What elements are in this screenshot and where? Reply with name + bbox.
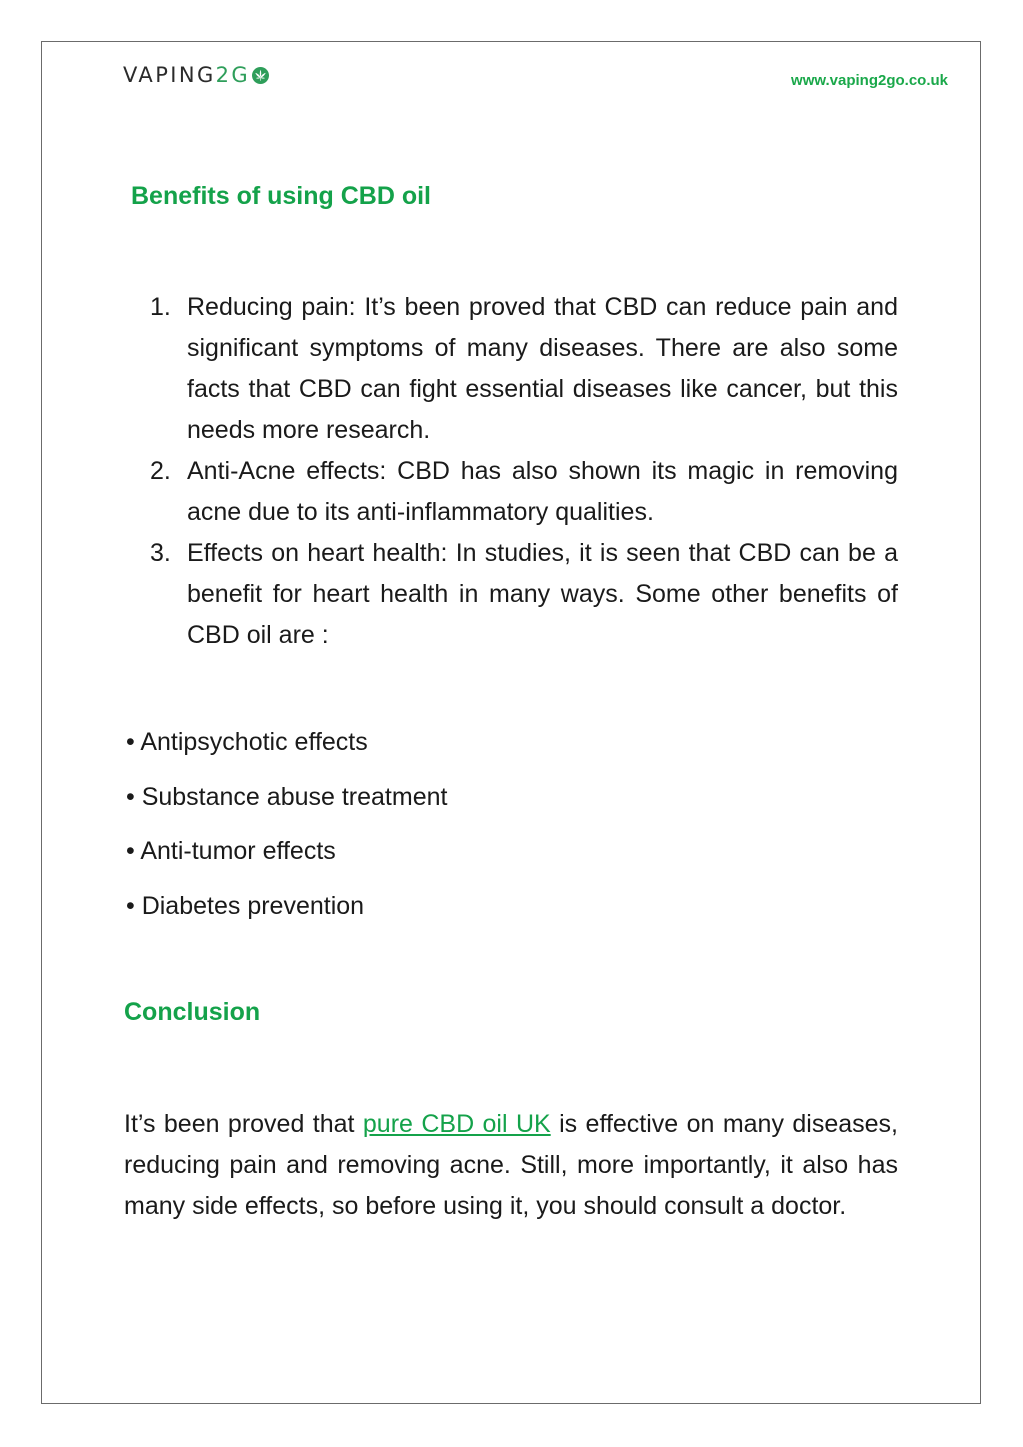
pure-cbd-oil-link[interactable]: pure CBD oil UK — [362, 1110, 551, 1138]
bullet-item: • Substance abuse treatment — [126, 782, 448, 811]
conclusion-paragraph — [124, 1104, 898, 1227]
list-item-text: Anti-Acne effects: CBD has also shown its magic in removing acne due to its anti-inflammatory qualities. — [187, 457, 898, 526]
bullet-item: • Anti-tumor effects — [126, 837, 336, 865]
list-item — [150, 451, 898, 533]
cannabis-leaf-icon — [252, 67, 269, 84]
benefits-heading: Benefits of using CBD oil — [131, 182, 431, 210]
benefits-list — [150, 287, 898, 656]
list-item — [150, 533, 898, 656]
other-benefits-list — [126, 722, 447, 940]
list-item-number: 3. — [150, 539, 171, 567]
site-url-link[interactable]: www.vaping2go.co.uk — [791, 72, 948, 89]
conclusion-text-end: is effective on many diseases, reducing pain and removing acne. Still, more importantly, it also has many side effects, so before using it, you should consult a doctor. — [124, 1110, 898, 1220]
list-item-text: Reducing pain: It’s been proved that CBD can reduce pain and significant symptoms of many diseases. There are also some facts that CBD can fight essential diseases like cancer, but this needs more research. — [187, 293, 898, 444]
list-item — [150, 287, 898, 451]
list-item-number: 2. — [150, 457, 171, 485]
conclusion-heading: Conclusion — [124, 998, 261, 1026]
bullet-item: • Diabetes prevention — [126, 891, 365, 920]
vaping2go-logo[interactable] — [123, 60, 269, 90]
conclusion-text-start: It’s been proved that — [124, 1110, 363, 1138]
logo-text-vaping: VAPING — [123, 62, 216, 87]
list-item-number: 1. — [150, 293, 171, 321]
list-item-text: Effects on heart health: In studies, it is seen that CBD can be a benefit for heart health in many ways. Some other benefits of CBD oil are : — [187, 539, 898, 649]
logo-text-2g: 2G — [215, 62, 251, 87]
bullet-item: • Antipsychotic effects — [126, 728, 368, 756]
